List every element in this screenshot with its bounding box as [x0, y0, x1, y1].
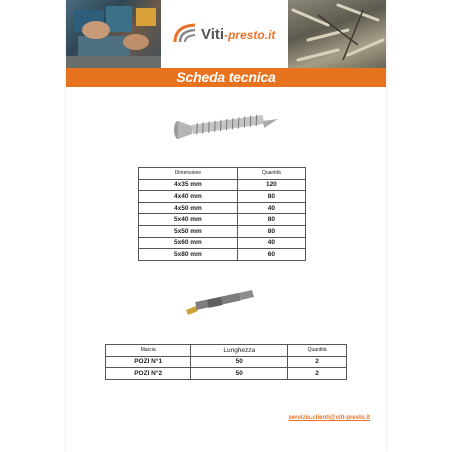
- cell-brand: POZI N°2: [106, 368, 191, 380]
- header-brand: Marcia: [106, 345, 191, 357]
- cell-brand: POZI N°1: [106, 356, 191, 368]
- table-header-row: [139, 168, 306, 180]
- cell-length: 50: [191, 356, 288, 368]
- table-row: [106, 368, 347, 380]
- cell-dimension: 4x40 mm: [139, 191, 238, 203]
- header-quantity: Quantità: [288, 345, 347, 357]
- cell-dimension: 5x80 mm: [139, 249, 238, 261]
- cell-dimension: 4x50 mm: [139, 202, 238, 214]
- cell-length: 50: [191, 368, 288, 380]
- cell-quantity: 40: [237, 202, 305, 214]
- cell-quantity: 120: [237, 179, 305, 191]
- screw-image: [170, 113, 280, 143]
- cell-quantity: 2: [288, 356, 347, 368]
- cell-quantity: 80: [237, 225, 305, 237]
- bits-table: [105, 344, 347, 380]
- screws-table: [138, 167, 306, 261]
- table-row: [139, 237, 306, 249]
- logo-text: Viti-presto.it: [201, 26, 276, 43]
- logo-arc-icon: [173, 22, 199, 44]
- cell-dimension: 5x50 mm: [139, 225, 238, 237]
- table-row: [139, 225, 306, 237]
- logo-area: [161, 0, 288, 68]
- cell-dimension: 5x40 mm: [139, 214, 238, 226]
- cell-quantity: 80: [237, 191, 305, 203]
- page-title: Scheda tecnica: [66, 68, 386, 87]
- workshop-photo: [66, 0, 161, 68]
- header-quantity: Quantità: [237, 168, 305, 180]
- header-banner: [66, 0, 386, 68]
- table-header-row: [106, 345, 347, 357]
- cell-dimension: 4x35 mm: [139, 179, 238, 191]
- header-length: Lunghezza: [191, 345, 288, 357]
- table-row: [106, 356, 347, 368]
- cell-quantity: 40: [237, 237, 305, 249]
- table-row: [139, 179, 306, 191]
- table-row: [139, 202, 306, 214]
- screws-photo: [288, 0, 386, 68]
- datasheet-page: [66, 0, 386, 452]
- table-row: [139, 249, 306, 261]
- contact-email-link[interactable]: servizio.clienti@viti-presto.it: [288, 415, 370, 421]
- table-row: [139, 214, 306, 226]
- cell-quantity: 60: [237, 249, 305, 261]
- header-dimension: Dimensione: [139, 168, 238, 180]
- screwdriver-bit-image: [184, 288, 264, 318]
- cell-quantity: 2: [288, 368, 347, 380]
- table-row: [139, 191, 306, 203]
- cell-quantity: 80: [237, 214, 305, 226]
- cell-dimension: 5x60 mm: [139, 237, 238, 249]
